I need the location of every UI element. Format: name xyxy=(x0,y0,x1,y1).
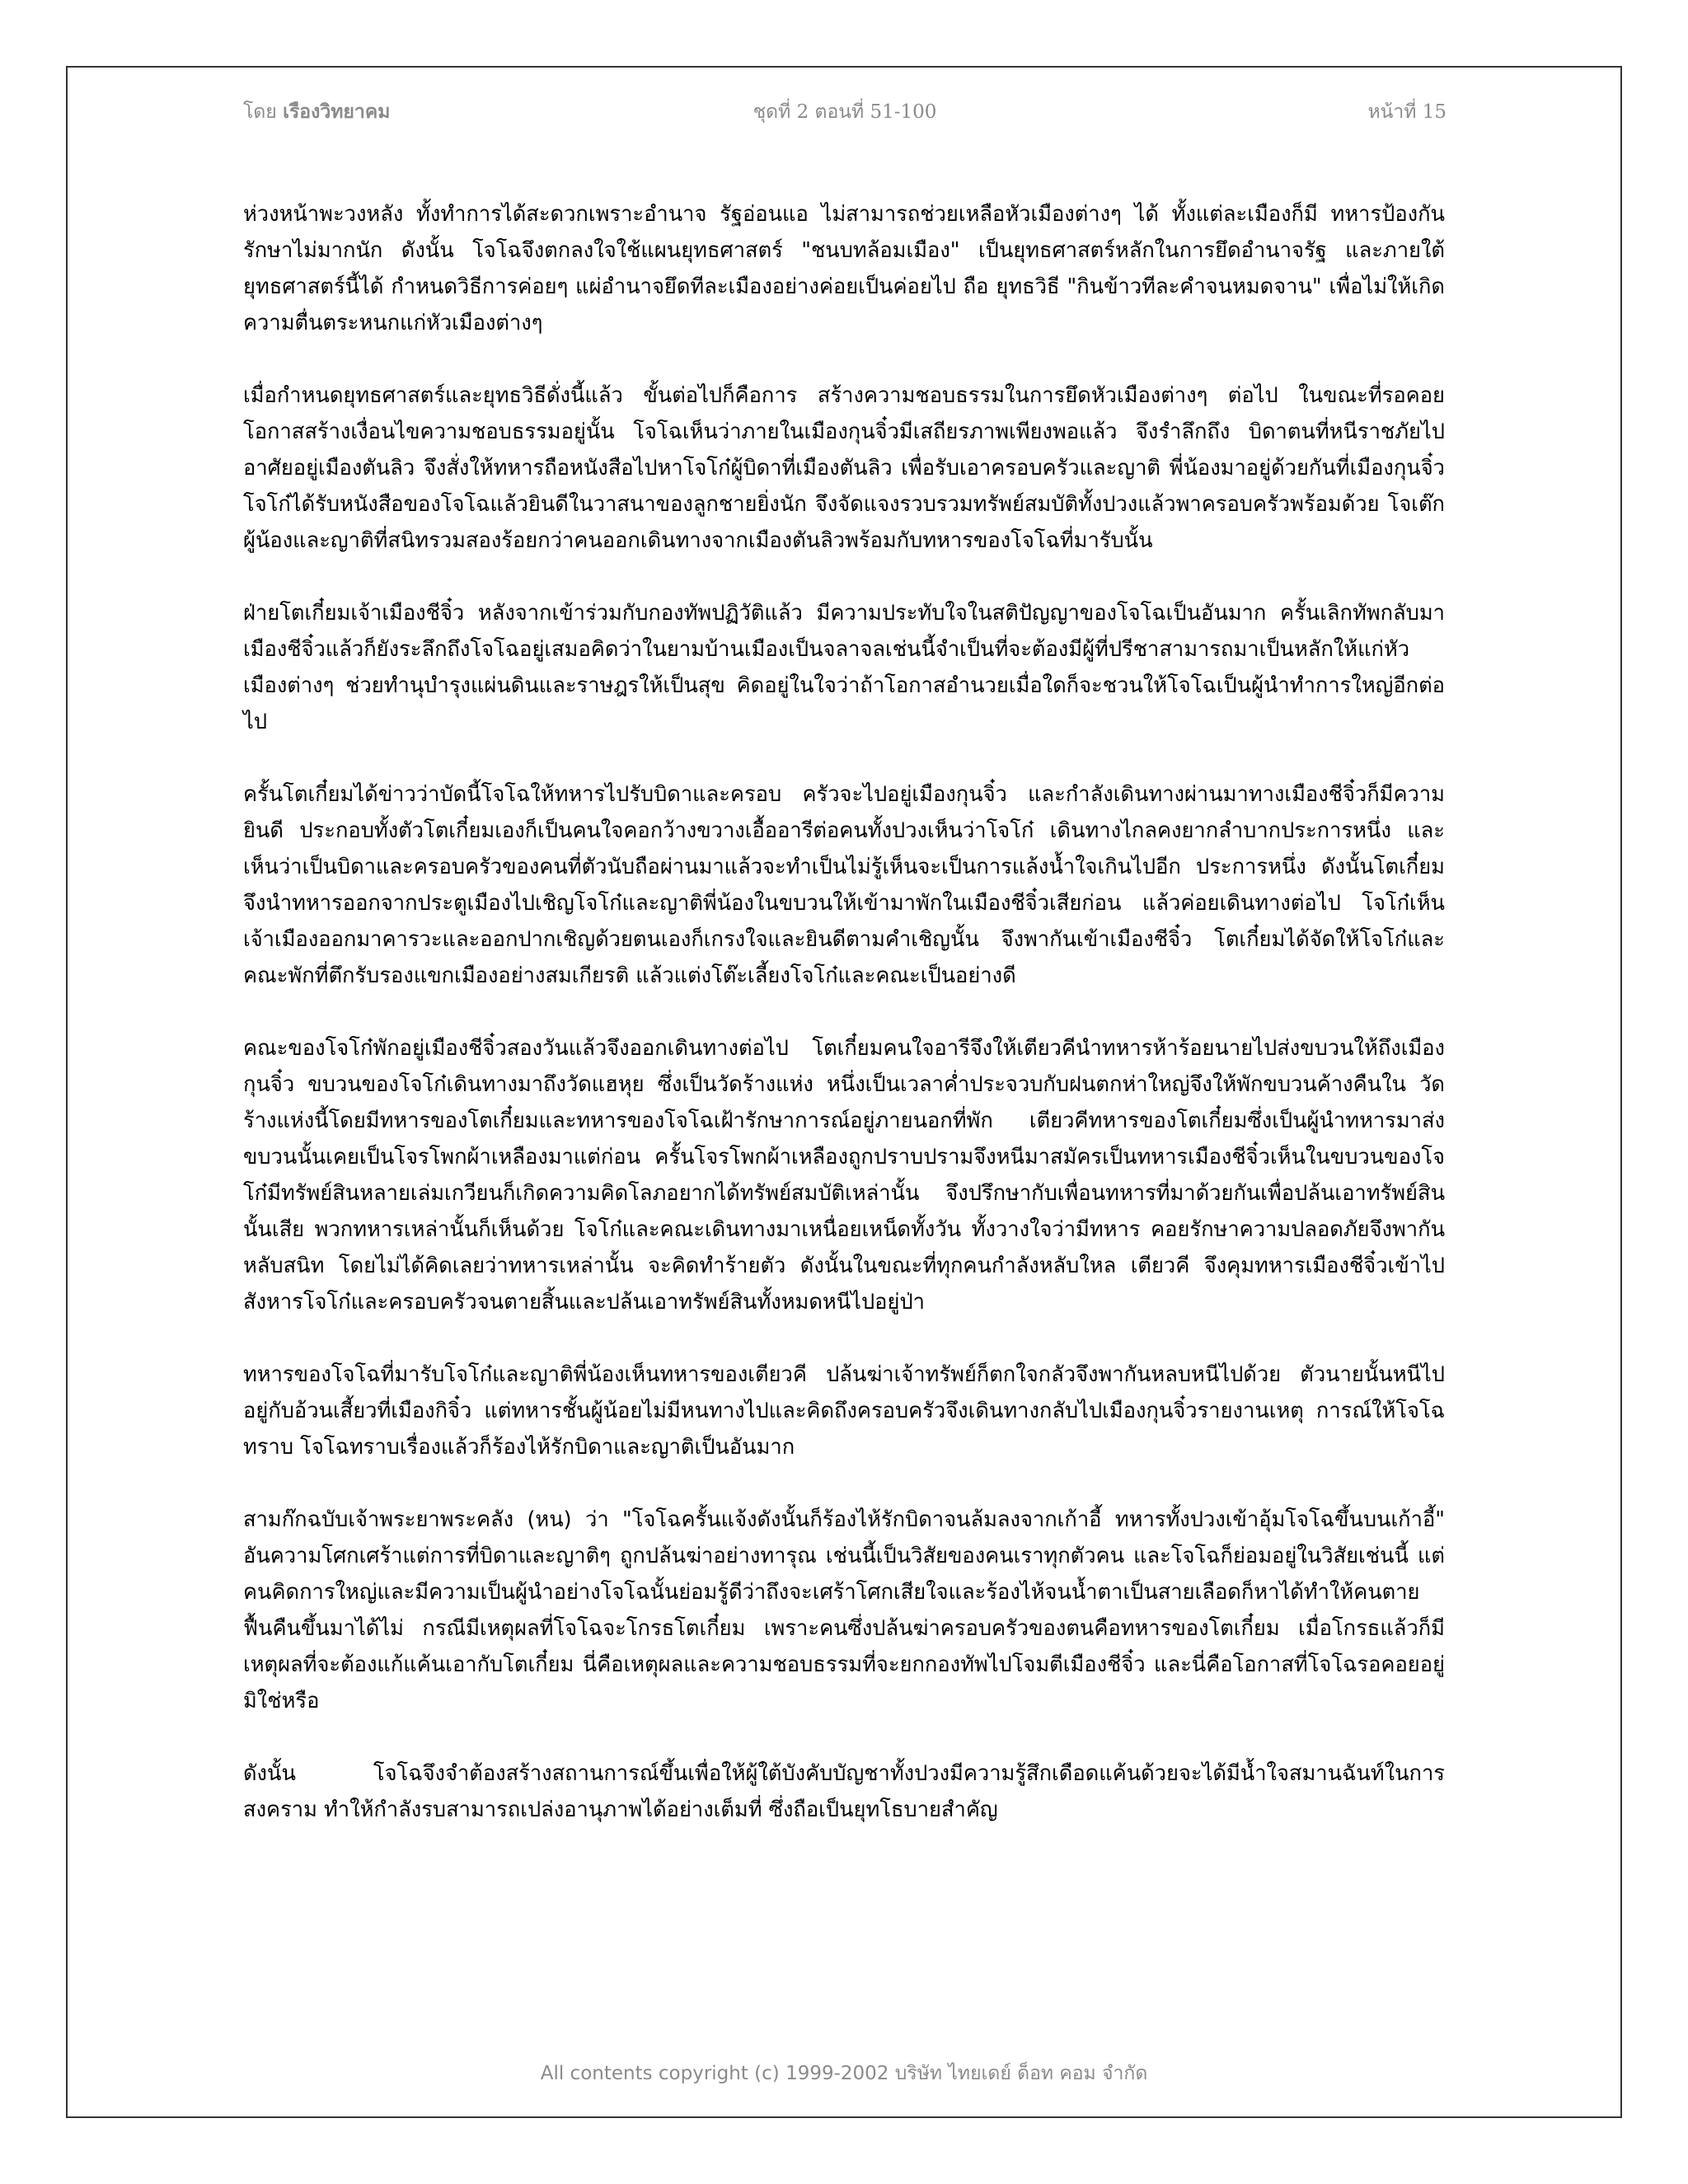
header-author-name: เรืองวิทยาคม xyxy=(283,101,391,123)
header-page-number: หน้าที่ 15 xyxy=(1367,101,1447,123)
paragraph: ฝ่ายโตเกี๋ยมเจ้าเมืองชีจิ๋ว หลังจากเข้าร่วมกับกองทัพปฏิวัติแล้ว มีความประทับใจในสติปัญญาของโจโฉเป็นอันมาก ครั้นเลิกทัพกลับมาเมืองชีจิ๋วแล้วก็ยังระลึกถึงโจโฉอยู่เสมอคิดว่าในยามบ้านเมืองเป็นจลาจลเช่นนี้จำเป็นที่จะต้องมีผู้ที่ปรีชาสามารถมาเป็นหลักให้แก่หัวเมืองต่างๆ ช่วยทำนุบำรุงแผ่นดินและราษฎรให้เป็นสุข คิดอยู่ในใจว่าถ้าโอกาสอำนวยเมื่อใดก็จะชวนให้โจโฉเป็นผู้นำทำการใหญ่อีกต่อไป xyxy=(243,601,1445,734)
paragraph: คณะของโจโก๋พักอยู่เมืองชีจิ๋วสองวันแล้วจึงออกเดินทางต่อไป โตเกี๋ยมคนใจอารีจึงให้เตียวคีนำทหารห้าร้อยนายไปส่งขบวนให้ถึงเมืองกุนจิ๋ว ขบวนของโจโก๋เดินทางมาถึงวัดแฮหุย ซึ่งเป็นวัดร้างแห่ง หนึ่งเป็นเวลาค่ำประจวบกับฝนตกห่าใหญ่จึงให้พักขบวนค้างคืนใน วัดร้างแห่งนี้โดยมีทหารของโตเกี๋ยมและทหารของโจโฉเฝ้ารักษาการณ์อยู่ภายนอกที่พัก เตียวคีทหารของโตเกี๋ยมซึ่งเป็นผู้นำทหารมาส่งขบวนนั้นเคยเป็นโจรโพกผ้าเหลืองมาแต่ก่อน ครั้นโจรโพกผ้าเหลืองถูกปราบปรามจึงหนีมาสมัครเป็นทหารเมืองชีจิ๋วเห็นในขบวนของโจโก๋มีทรัพย์สินหลายเล่มเกวียนก็เกิดความคิดโลภอยากได้ทรัพย์สมบัติเหล่านั้น จึงปรึกษากับเพื่อนทหารที่มาด้วยกันเพื่อปล้นเอาทรัพย์สินนั้นเสีย พวกทหารเหล่านั้นก็เห็นด้วย โจโก๋และคณะเดินทางมาเหนื่อยเหน็ดทั้งวัน ทั้งวางใจว่ามีทหาร คอยรักษาความปลอดภัยจึงพากันหลับสนิท โดยไม่ได้คิดเลยว่าทหารเหล่านั้น จะคิดทำร้ายตัว ดังนั้นในขณะที่ทุกคนกำลังหลับใหล เตียวคี จึงคุมทหารเมืองชีจิ๋วเข้าไปสังหารโจโก๋และครอบครัวจนตายสิ้นและปล้นเอาทรัพย์สินทั้งหมดหนีไปอยู่ป่า xyxy=(243,1036,1445,1315)
page-header xyxy=(243,97,1447,130)
copyright-footer: All contents copyright (c) 1999-2002 บริษัท ไทยเดย์ ด็อท คอม จำกัด xyxy=(540,2063,1148,2084)
header-series: ชุดที่ 2 ตอนที่ 51-100 xyxy=(753,101,937,123)
header-author-prefix: โดย xyxy=(243,101,277,123)
paragraph: สามก๊กฉบับเจ้าพระยาพระคลัง (หน) ว่า "โจโฉครั้นแจ้งดังนั้นก็ร้องไห้รักบิดาจนล้มลงจากเก้าอี้ ทหารทั้งปวงเข้าอุ้มโจโฉขึ้นบนเก้าอี้" อันความโศกเศร้าแต่การที่บิดาและญาติๆ ถูกปล้นฆ่าอย่างทารุณ เช่นนี้เป็นวิสัยของคนเราทุกตัวคน และโจโฉก็ย่อมอยู่ในวิสัยเช่นนี้ แต่คนคิดการใหญ่และมีความเป็นผู้นำอย่างโจโฉนั้นย่อมรู้ดีว่าถึงจะเศร้าโศกเสียใจและร้องไห้จนน้ำตาเป็นสายเลือดก็หาได้ทำให้คนตายฟื้นคืนขึ้นมาได้ไม่ กรณีมีเหตุผลที่โจโฉจะโกรธโตเกี๋ยม เพราะคนซึ่งปล้นฆ่าครอบครัวของตนคือทหารของโตเกี๋ยม เมื่อโกรธแล้วก็มีเหตุผลที่จะต้องแก้แค้นเอากับโตเกี๋ยม นี่คือเหตุผลและความชอบธรรมที่จะยกกองทัพไปโจมตีเมืองชีจิ๋ว และนี่คือโอกาสที่โจโฉรอคอยอยู่มิใช่หรือ xyxy=(243,1507,1445,1713)
paragraph: ดังนั้น โจโฉจึงจำต้องสร้างสถานการณ์ขึ้นเพื่อให้ผู้ใต้บังคับบัญชาทั้งปวงมีความรู้สึกเดือดแค้นด้วยจะได้มีน้ำใจสมานฉันท์ในการสงคราม ทำให้กำลังรบสามารถเปล่งอานุภาพได้อย่างเต็มที่ ซึ่งถือเป็นยุทโธบายสำคัญ xyxy=(243,1761,1445,1822)
paragraph: ห่วงหน้าพะวงหลัง ทั้งทำการได้สะดวกเพราะอำนาจ รัฐอ่อนแอ ไม่สามารถช่วยเหลือหัวเมืองต่างๆ ได้ ทั้งแต่ละเมืองก็มี ทหารป้องกันรักษาไม่มากนัก ดังนั้น โจโฉจึงตกลงใจใช้แผนยุทธศาสตร์ "ชนบทล้อมเมือง" เป็นยุทธศาสตร์หลักในการยึดอำนาจรัฐ และภายใต้ยุทธศาสตร์นี้ได้ กำหนดวิธีการค่อยๆ แผ่อำนาจยึดทีละเมืองอย่างค่อยเป็นค่อยไป ถือ ยุทธวิธี "กินข้าวทีละคำจนหมดจาน" เพื่อไม่ให้เกิดความตื่นตระหนกแก่หัวเมืองต่างๆ xyxy=(243,202,1445,335)
paragraph: เมื่อกำหนดยุทธศาสตร์และยุทธวิธีดั่งนี้แล้ว ขั้นต่อไปก็คือการ สร้างความชอบธรรมในการยึดหัวเมืองต่างๆ ต่อไป ในขณะที่รอคอยโอกาสสร้างเงื่อนไขความชอบธรรมอยู่นั้น โจโฉเห็นว่าภายในเมืองกุนจิ๋วมีเสถียรภาพเพียงพอแล้ว จึงรำลึกถึง บิดาตนที่หนีราชภัยไปอาศัยอยู่เมืองตันลิว จึงสั่งให้ทหารถือหนังสือไปหาโจโก๋ผู้บิดาที่เมืองตันลิว เพื่อรับเอาครอบครัวและญาติ พี่น้องมาอยู่ด้วยกันที่เมืองกุนจิ๋ว โจโก๋ได้รับหนังสือของโจโฉแล้วยินดีในวาสนาของลูกชายยิ่งนัก จึงจัดแจงรวบรวมทรัพย์สมบัติทั้งปวงแล้วพาครอบครัวพร้อมด้วย โจเต๊กผู้น้องและญาติที่สนิทรวมสองร้อยกว่าคนออกเดินทางจากเมืองตันลิวพร้อมกับทหารของโจโฉที่มารับนั้น xyxy=(243,383,1445,553)
paragraph: ครั้นโตเกี๋ยมได้ข่าวว่าบัดนี้โจโฉให้ทหารไปรับบิดาและครอบ ครัวจะไปอยู่เมืองกุนจิ๋ว และกำลังเดินทางผ่านมาทางเมืองชีจิ๋วก็มีความยินดี ประกอบทั้งตัวโตเกี๋ยมเองก็เป็นคนใจคอกว้างขวางเอื้ออารีต่อคนทั้งปวงเห็นว่าโจโก๋ เดินทางไกลคงยากลำบากประการหนึ่ง และเห็นว่าเป็นบิดาและครอบครัวของคนที่ตัวนับถือผ่านมาแล้วจะทำเป็นไม่รู้เห็นจะเป็นการแล้งน้ำใจเกินไปอีก ประการหนึ่ง ดังนั้นโตเกี๋ยมจึงนำทหารออกจากประตูเมืองไปเชิญโจโก๋และญาติพี่น้องในขบวนให้เข้ามาพักในเมืองชีจิ๋วเสียก่อน แล้วค่อยเดินทางต่อไป โจโก๋เห็นเจ้าเมืองออกมาคารวะและออกปากเชิญด้วยตนเองก็เกรงใจและยินดีตามคำเชิญนั้น จึงพากันเข้าเมืองชีจิ๋ว โตเกี๋ยมได้จัดให้โจโก๋และคณะพักที่ตึกรับรองแขกเมืองอย่างสมเกียรติ แล้วแต่งโต๊ะเลี้ยงโจโก๋และคณะเป็นอย่างดี xyxy=(243,782,1445,988)
paragraph: ทหารของโจโฉที่มารับโจโก๋และญาติพี่น้องเห็นทหารของเตียวคี ปล้นฆ่าเจ้าทรัพย์ก็ตกใจกลัวจึงพากันหลบหนีไปด้วย ตัวนายนั้นหนีไปอยู่กับอ้วนเสี้ยวที่เมืองกิจิ๋ว แต่ทหารชั้นผู้น้อยไม่มีหนทางไปและคิดถึงครอบครัวจึงเดินทางกลับไปเมืองกุนจิ๋วรายงานเหตุ การณ์ให้โจโฉทราบ โจโฉทราบเรื่องแล้วก็ร้องไห้รักบิดาและญาติเป็นอันมาก xyxy=(243,1362,1445,1460)
article-body xyxy=(243,196,1445,1864)
